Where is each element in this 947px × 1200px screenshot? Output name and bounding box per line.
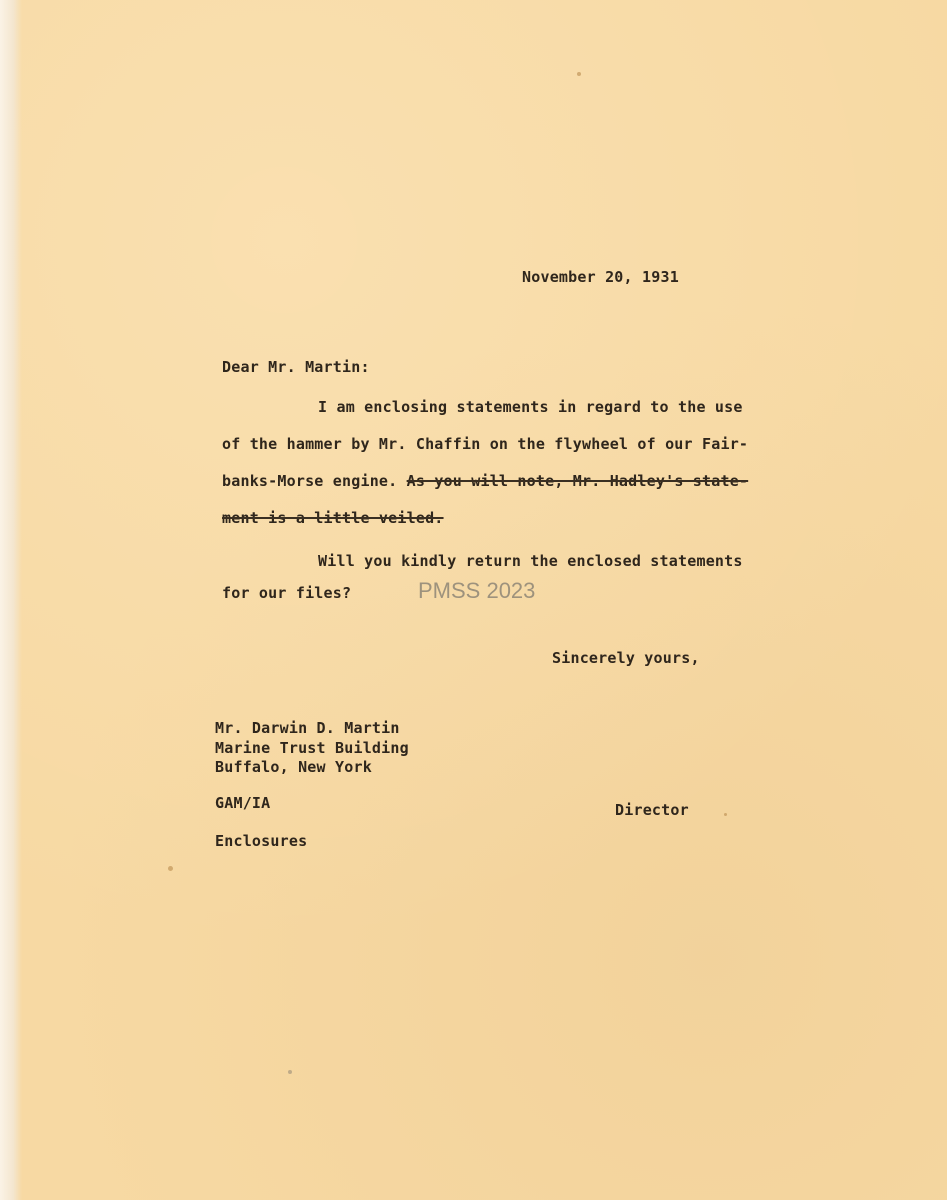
signature-title: Director [615, 801, 689, 819]
paper-speck [724, 813, 727, 816]
body-paragraph-2-line-1: Will you kindly return the enclosed statements [318, 552, 743, 570]
body-paragraph-2-line-2: for our files? [222, 584, 352, 602]
recipient-building: Marine Trust Building [215, 739, 409, 757]
body-paragraph-1-line-2: of the hammer by Mr. Chaffin on the flywheel of our Fair- [222, 435, 749, 453]
struck-out-text: As you will note, Mr. Hadley's state- [406, 472, 749, 490]
salutation: Dear Mr. Martin: [222, 358, 370, 376]
letter-date: November 20, 1931 [522, 268, 679, 286]
recipient-city: Buffalo, New York [215, 758, 372, 776]
recipient-name: Mr. Darwin D. Martin [215, 719, 400, 737]
paper-edge [0, 0, 22, 1200]
body-paragraph-1-line-1: I am enclosing statements in regard to the use [318, 398, 743, 416]
archive-watermark: PMSS 2023 [418, 578, 536, 603]
complimentary-closing: Sincerely yours, [552, 649, 700, 667]
struck-out-text-line-4: ment is a little veiled. [222, 509, 444, 527]
paper-speck [288, 1070, 292, 1074]
reference-initials: GAM/IA [215, 794, 271, 812]
paper-speck [577, 72, 581, 76]
enclosure-note: Enclosures [215, 832, 308, 850]
body-text-plain: banks-Morse engine. [222, 472, 398, 490]
body-paragraph-1-line-3 [222, 472, 748, 490]
paper-speck [168, 866, 173, 871]
